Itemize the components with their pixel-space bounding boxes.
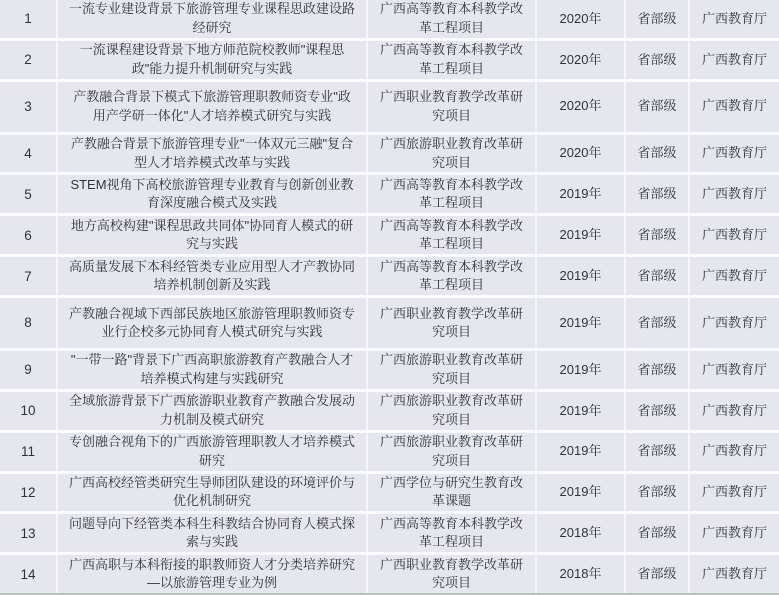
project-level-cell: 省部级 <box>626 474 690 512</box>
project-year-cell: 2018年 <box>537 514 626 552</box>
table-row <box>0 555 779 593</box>
project-title-cell: 问题导向下经管类本科生科教结合协同育人模式探索与实践 <box>58 514 368 552</box>
project-type-cell: 广西高等教育本科教学改革工程项目 <box>368 0 537 38</box>
project-level-cell: 省部级 <box>626 41 690 79</box>
project-title-cell: 广西高职与本科衔接的职教师资人才分类培养研究—以旅游管理专业为例 <box>58 555 368 593</box>
row-index-cell: 7 <box>0 257 58 295</box>
project-year-cell: 2019年 <box>537 474 626 512</box>
project-authority-cell: 广西教育厅 <box>690 257 779 295</box>
project-authority-cell: 广西教育厅 <box>690 392 779 430</box>
project-authority-cell: 广西教育厅 <box>690 41 779 79</box>
table-row <box>0 257 779 298</box>
project-level-cell: 省部级 <box>626 257 690 295</box>
project-level-cell: 省部级 <box>626 175 690 213</box>
table-row <box>0 41 779 82</box>
project-year-cell: 2020年 <box>537 41 626 79</box>
row-index-cell: 8 <box>0 298 58 348</box>
project-year-cell: 2019年 <box>537 216 626 254</box>
table-row <box>0 392 779 433</box>
project-level-cell: 省部级 <box>626 392 690 430</box>
project-title-cell: 广西高校经管类研究生导师团队建设的环境评价与优化机制研究 <box>58 474 368 512</box>
project-year-cell: 2020年 <box>537 135 626 173</box>
project-authority-cell: 广西教育厅 <box>690 555 779 593</box>
row-index-cell: 10 <box>0 392 58 430</box>
project-authority-cell: 广西教育厅 <box>690 514 779 552</box>
project-level-cell: 省部级 <box>626 216 690 254</box>
project-level-cell: 省部级 <box>626 351 690 389</box>
project-type-cell: 广西旅游职业教育改革研究项目 <box>368 135 537 173</box>
row-index-cell: 5 <box>0 175 58 213</box>
project-authority-cell: 广西教育厅 <box>690 216 779 254</box>
project-type-cell: 广西旅游职业教育改革研究项目 <box>368 351 537 389</box>
table-row <box>0 0 779 41</box>
project-title-cell: 产教融合背景下旅游管理专业"一体双元三融"复合型人才培养模式改革与实践 <box>58 135 368 173</box>
project-year-cell: 2019年 <box>537 433 626 471</box>
project-type-cell: 广西高等教育本科教学改革工程项目 <box>368 41 537 79</box>
row-index-cell: 14 <box>0 555 58 593</box>
row-index-cell: 4 <box>0 135 58 173</box>
project-authority-cell: 广西教育厅 <box>690 0 779 38</box>
project-year-cell: 2019年 <box>537 175 626 213</box>
project-year-cell: 2020年 <box>537 0 626 38</box>
project-title-cell: 专创融合视角下的广西旅游管理职教人才培养模式研究 <box>58 433 368 471</box>
project-type-cell: 广西职业教育教学改革研究项目 <box>368 555 537 593</box>
project-level-cell: 省部级 <box>626 135 690 173</box>
project-title-cell: 产教融合视域下西部民族地区旅游管理职教师资专业行企校多元协同育人模式研究与实践 <box>58 298 368 348</box>
project-year-cell: 2019年 <box>537 351 626 389</box>
table-row <box>0 514 779 555</box>
table-row <box>0 298 779 351</box>
project-title-cell: 地方高校构建"课程思政共同体"协同育人模式的研究与实践 <box>58 216 368 254</box>
project-level-cell: 省部级 <box>626 433 690 471</box>
project-type-cell: 广西旅游职业教育改革研究项目 <box>368 433 537 471</box>
project-level-cell: 省部级 <box>626 82 690 132</box>
project-year-cell: 2019年 <box>537 257 626 295</box>
table-row <box>0 175 779 216</box>
row-index-cell: 6 <box>0 216 58 254</box>
table-row <box>0 351 779 392</box>
project-type-cell: 广西高等教育本科教学改革工程项目 <box>368 514 537 552</box>
project-year-cell: 2019年 <box>537 392 626 430</box>
project-type-cell: 广西职业教育教学改革研究项目 <box>368 82 537 132</box>
project-title-cell: "一带一路"背景下广西高职旅游教育产教融合人才培养模式构建与实践研究 <box>58 351 368 389</box>
project-authority-cell: 广西教育厅 <box>690 474 779 512</box>
project-authority-cell: 广西教育厅 <box>690 82 779 132</box>
row-index-cell: 9 <box>0 351 58 389</box>
project-type-cell: 广西职业教育教学改革研究项目 <box>368 298 537 348</box>
project-title-cell: 一流课程建设背景下地方师范院校教师"课程思政"能力提升机制研究与实践 <box>58 41 368 79</box>
project-title-cell: 全域旅游背景下广西旅游职业教育产教融合发展动力机制及模式研究 <box>58 392 368 430</box>
project-type-cell: 广西高等教育本科教学改革工程项目 <box>368 257 537 295</box>
project-title-cell: 高质量发展下本科经管类专业应用型人才产教协同培养机制创新及实践 <box>58 257 368 295</box>
project-level-cell: 省部级 <box>626 514 690 552</box>
table-row <box>0 433 779 474</box>
row-index-cell: 11 <box>0 433 58 471</box>
project-authority-cell: 广西教育厅 <box>690 175 779 213</box>
project-year-cell: 2019年 <box>537 298 626 348</box>
row-index-cell: 3 <box>0 82 58 132</box>
project-level-cell: 省部级 <box>626 298 690 348</box>
project-level-cell: 省部级 <box>626 555 690 593</box>
project-authority-cell: 广西教育厅 <box>690 135 779 173</box>
project-level-cell: 省部级 <box>626 0 690 38</box>
project-type-cell: 广西高等教育本科教学改革工程项目 <box>368 216 537 254</box>
row-index-cell: 12 <box>0 474 58 512</box>
project-title-cell: STEM视角下高校旅游管理专业教育与创新创业教育深度融合模式及实践 <box>58 175 368 213</box>
row-index-cell: 2 <box>0 41 58 79</box>
project-authority-cell: 广西教育厅 <box>690 298 779 348</box>
project-authority-cell: 广西教育厅 <box>690 433 779 471</box>
row-index-cell: 13 <box>0 514 58 552</box>
project-authority-cell: 广西教育厅 <box>690 351 779 389</box>
project-title-cell: 一流专业建设背景下旅游管理专业课程思政建设路经研究 <box>58 0 368 38</box>
project-title-cell: 产教融合背景下模式下旅游管理职教师资专业"政用产学研一体化"人才培养模式研究与实践 <box>58 82 368 132</box>
table-row <box>0 474 779 515</box>
project-type-cell: 广西学位与研究生教育改革课题 <box>368 474 537 512</box>
project-type-cell: 广西旅游职业教育改革研究项目 <box>368 392 537 430</box>
table-row <box>0 82 779 135</box>
project-year-cell: 2020年 <box>537 82 626 132</box>
table-row <box>0 216 779 257</box>
table-row <box>0 135 779 176</box>
project-year-cell: 2018年 <box>537 555 626 593</box>
project-type-cell: 广西高等教育本科教学改革工程项目 <box>368 175 537 213</box>
row-index-cell: 1 <box>0 0 58 38</box>
